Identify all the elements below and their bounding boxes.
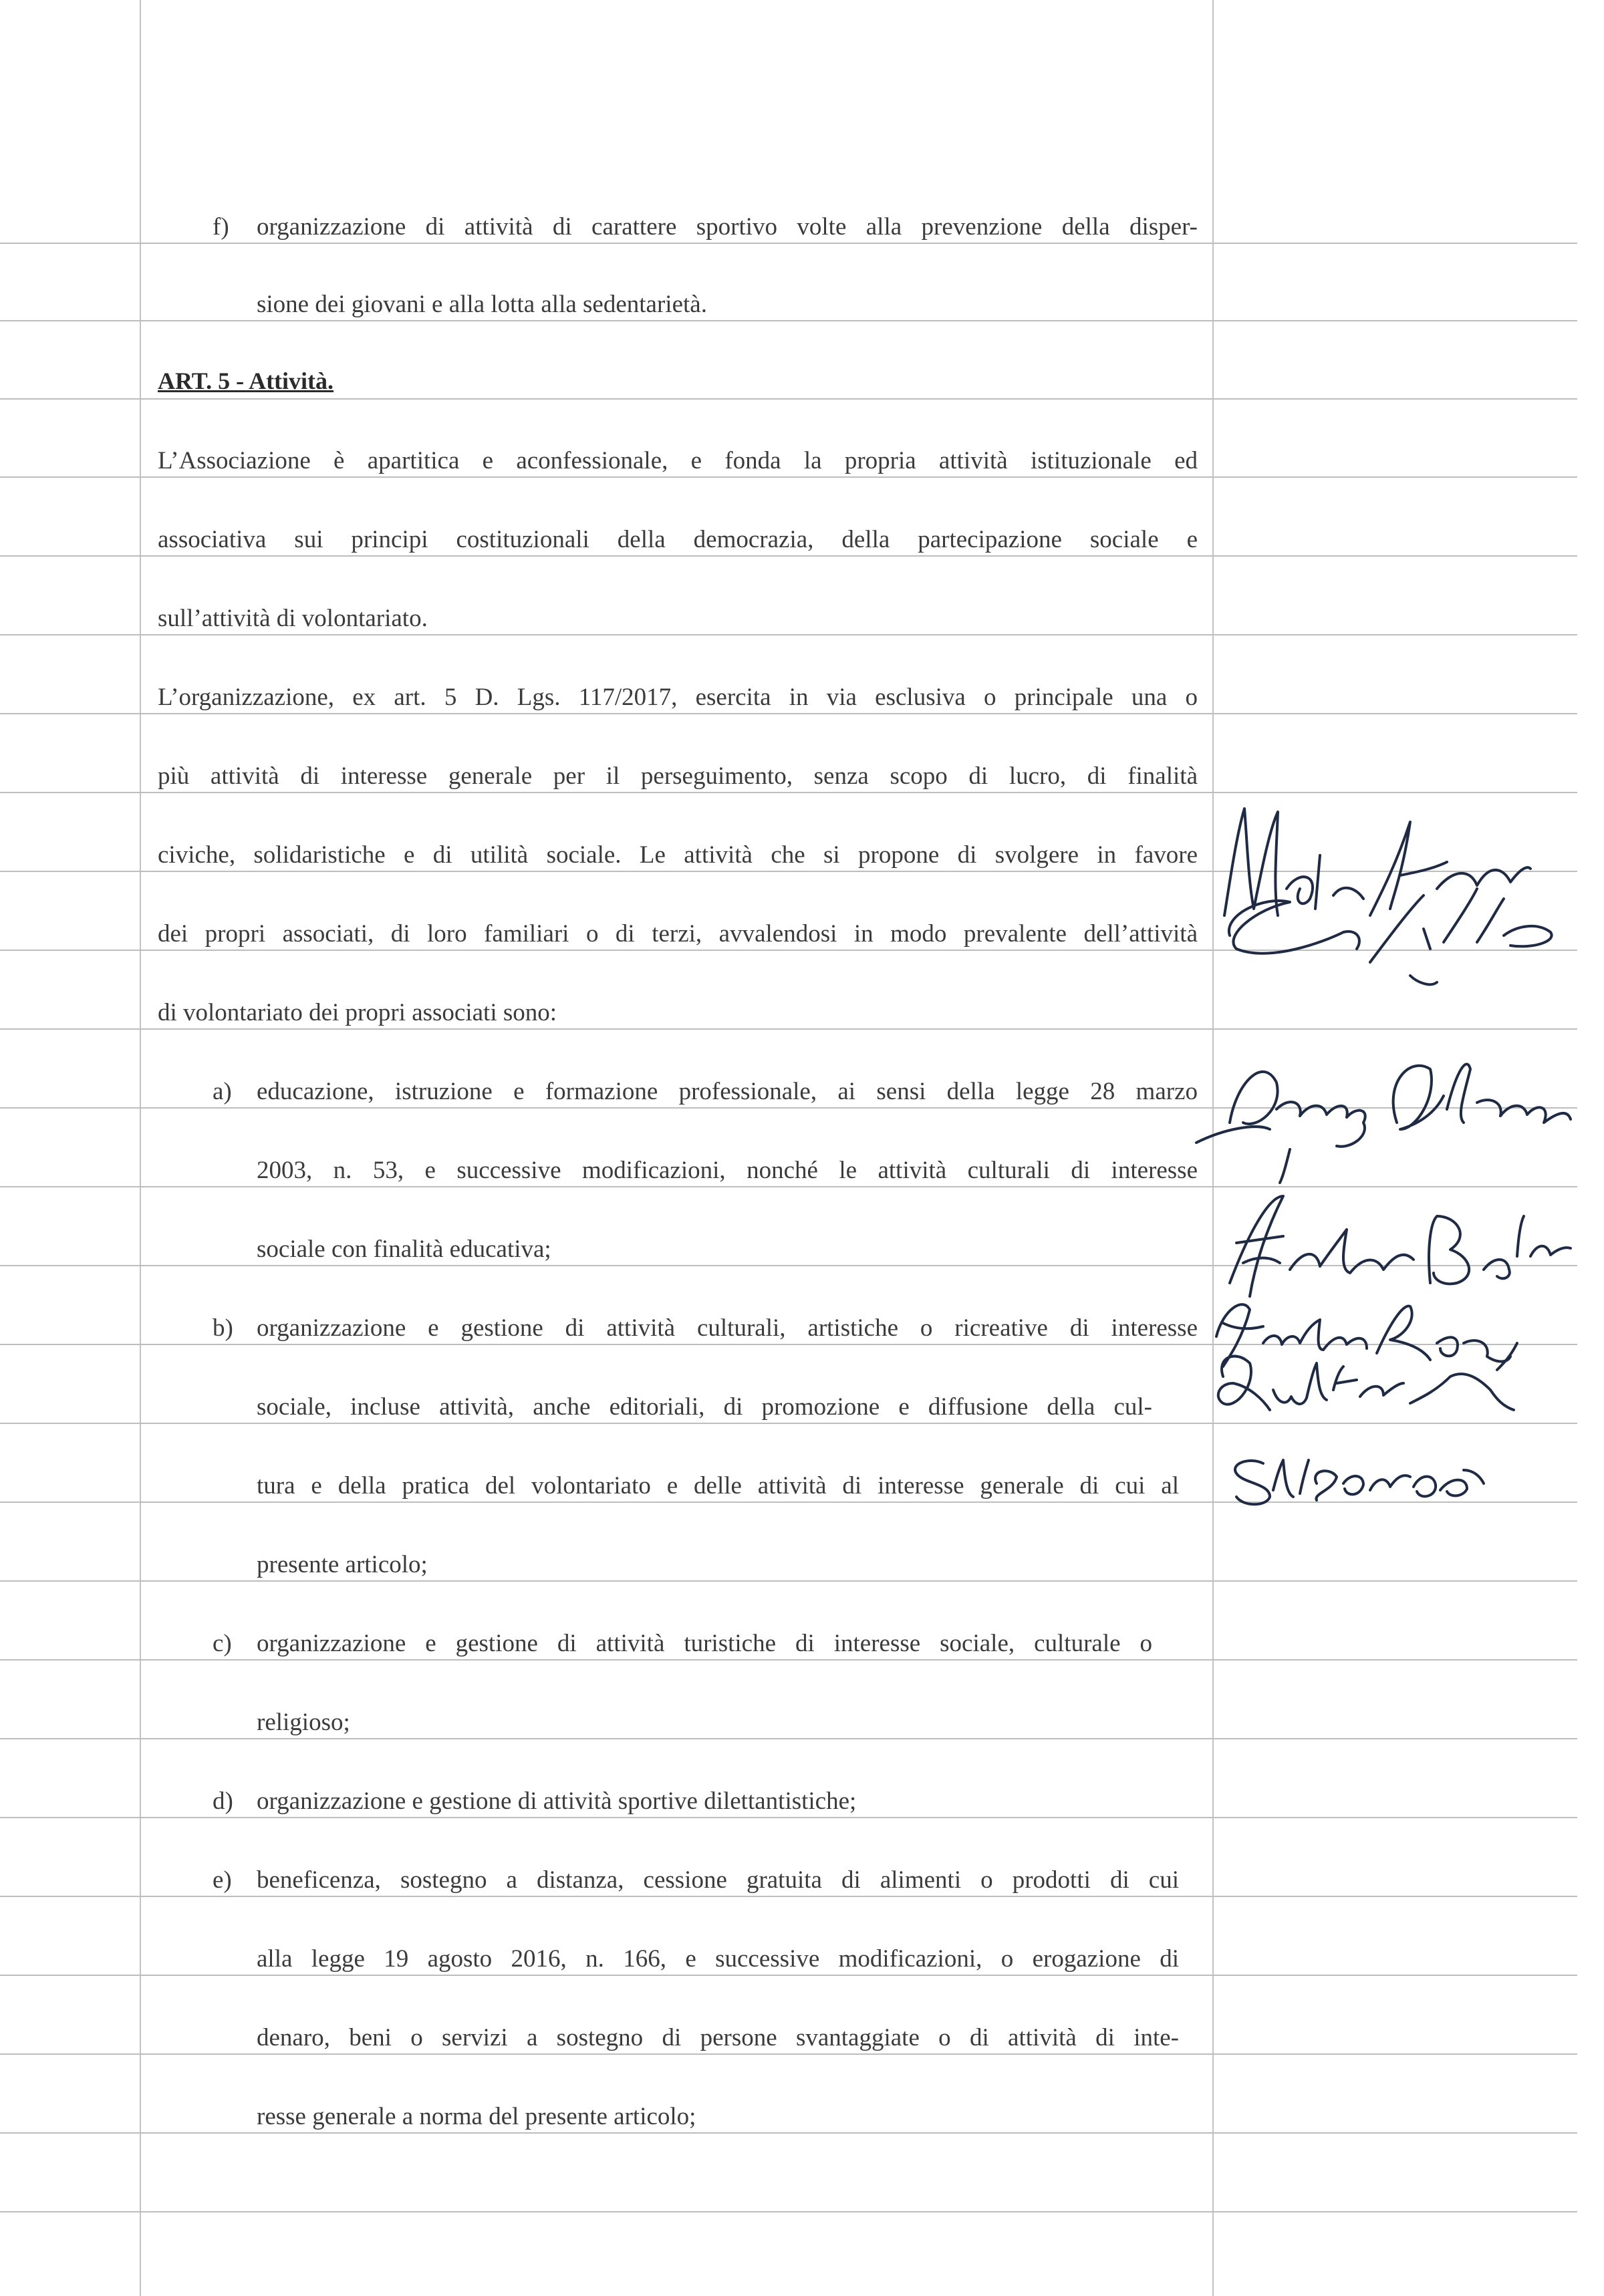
item-marker-e: e) [213,1866,232,1894]
signature-5 [1393,1064,1571,1130]
item-e-line-1: beneficenza, sostegno a distanza, cessione gratuita di alimenti o prodotti di cui [257,1866,1179,1894]
item-marker-b: b) [213,1314,233,1342]
para1-line-2: associativa sui principi costituzionali della democrazia, della partecipazione sociale e [158,526,1198,553]
item-e-line-4: resse generale a norma del presente articolo; [257,2103,696,2130]
signature-8 [1216,1304,1510,1367]
item-e-line-3: denaro, beni o servizi a sostegno di persone svantaggiate o di attività di inte- [257,2024,1179,2051]
signature-1 [1224,809,1363,915]
item-b-line-4: presente articolo; [257,1551,428,1578]
item-f-line-2: sione dei giovani e alla lotta alla sedentarietà. [257,291,707,318]
item-marker-d: d) [213,1787,233,1815]
item-marker-f: f) [213,213,229,241]
signature-4 [1196,1072,1365,1183]
article-heading: ART. 5 - Attività. [158,368,334,394]
item-b-line-3: tura e della pratica del volontariato e delle attività di interesse generale di cui al [257,1472,1179,1499]
para2-line-1: L’organizzazione, ex art. 5 D. Lgs. 117/2017, esercita in via esclusiva o principale una o [158,684,1198,711]
item-b-line-2: sociale, incluse attività, anche editoriali, di promozione e diffusione della cul- [257,1393,1152,1421]
signature-9 [1218,1343,1517,1410]
item-a-line-1: educazione, istruzione e formazione professionale, ai sensi della legge 28 marzo [257,1078,1198,1105]
item-a-line-2: 2003, n. 53, e successive modificazioni, nonché le attività culturali di interesse [257,1157,1198,1184]
signature-7 [1429,1216,1571,1284]
para1-line-1: L’Associazione è apartitica e aconfessionale, e fonda la propria attività istituzionale ed [158,447,1198,474]
signature-2 [1370,822,1530,915]
item-c-line-2: religioso; [257,1709,350,1736]
item-marker-c: c) [213,1630,232,1657]
item-marker-a: a) [213,1078,232,1105]
para2-line-2: più attività di interesse generale per il perseguimento, senza scopo di lucro, di finalità [158,762,1198,790]
item-c-line-1: organizzazione e gestione di attività turistiche di interesse sociale, culturale o [257,1630,1152,1657]
item-a-line-3: sociale con finalità educativa; [257,1236,551,1263]
item-e-line-2: alla legge 19 agosto 2016, n. 166, e successive modificazioni, o erogazione di [257,1945,1179,1973]
para2-line-4: dei propri associati, di loro familiari o di terzi, avvalendosi in modo prevalente dell’attività [158,920,1198,948]
item-f-line-1: organizzazione di attività di carattere sportivo volte alla prevenzione della disper- [257,213,1198,241]
item-d-line-1: organizzazione e gestione di attività sportive dilettantistiche; [257,1787,857,1815]
signature-6 [1230,1196,1414,1296]
para1-line-3: sull’attività di volontariato. [158,605,428,632]
signature-10 [1235,1460,1484,1504]
item-b-line-1: organizzazione e gestione di attività culturali, artistiche o ricreative di interesse [257,1314,1198,1342]
para2-line-5: di volontariato dei propri associati sono: [158,999,557,1026]
para2-line-3: civiche, solidaristiche e di utilità sociale. Le attività che si propone di svolgere in favore [158,841,1198,869]
